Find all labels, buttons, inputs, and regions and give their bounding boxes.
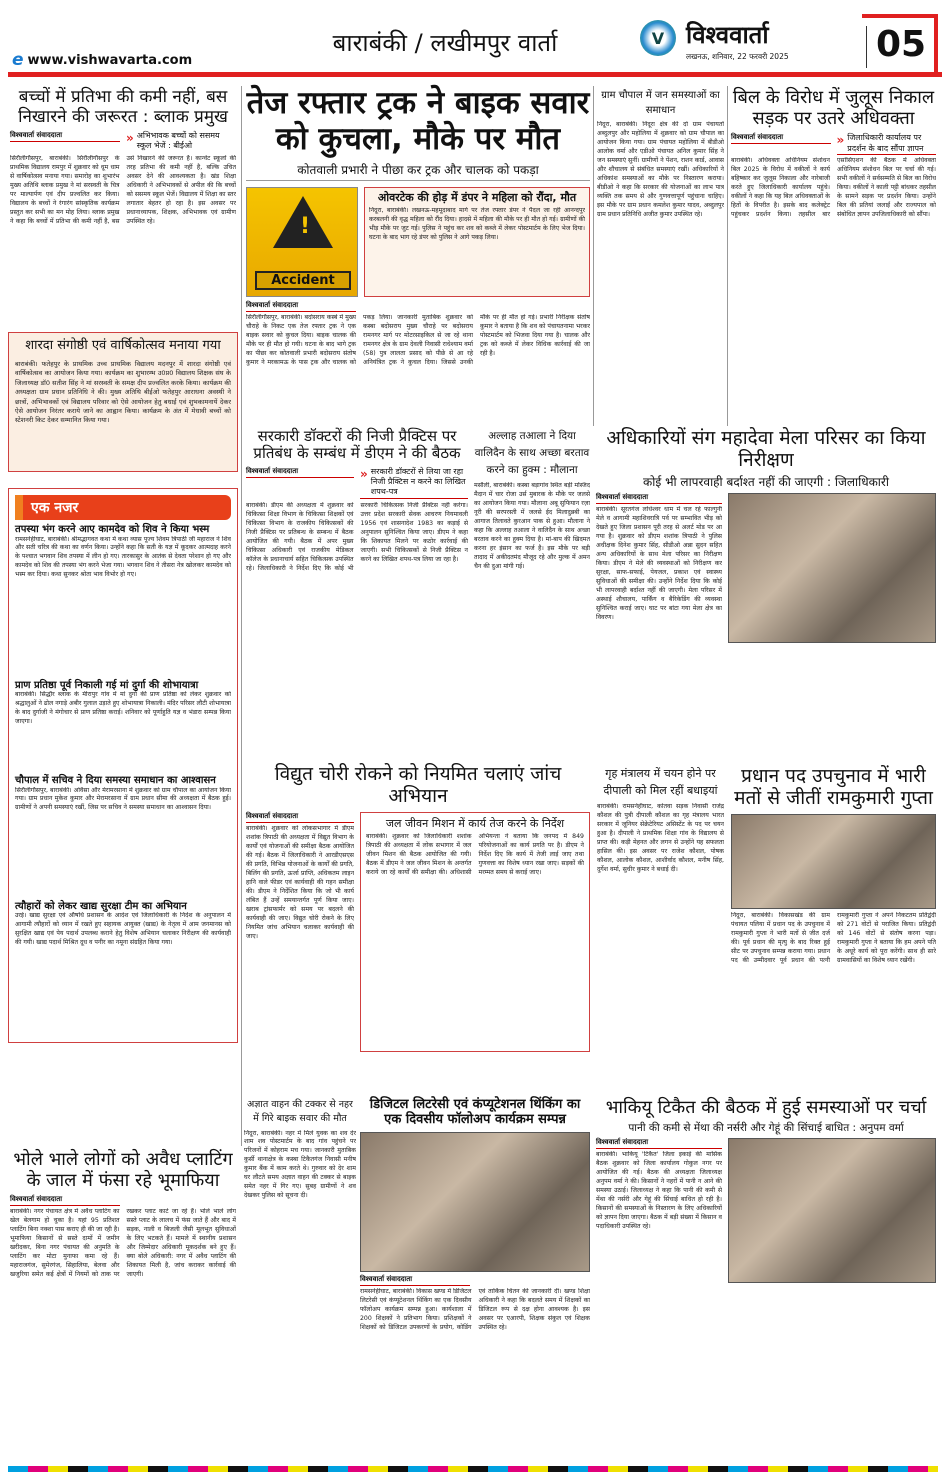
headline: भाकियू टिकैत की बैठक में हुई समस्याओं पर चर्चा: [605, 1097, 927, 1118]
byline: विश्ववार्ता संवाददाता: [246, 467, 354, 478]
header-rule: [8, 72, 942, 77]
ek-nazar-items: [15, 524, 231, 982]
headline: प्रधान पद उपचुनाव में भारी मतों से जीतीं रामकुमारी गुप्ता: [734, 765, 933, 809]
headline: सरकारी डॉक्टरों की निजी प्रैक्टिस पर प्रतिबंध के सम्बंध में डीएम ने की बैठक: [253, 427, 461, 463]
headline: डिजिटल लिटरेसी एवं कंप्यूटेशनल थिंकिंग का एक दिवसीय फॉलोअप कार्यक्रम सम्पन्न: [369, 1097, 581, 1127]
kicker: कोतवाली प्रभारी ने पीछा कर ट्रक और चालक को पकड़ा: [246, 161, 590, 181]
article-body: बाराबंकी। डीएम की अध्यक्षता में शुक्रवार को चिकित्सा शिक्षा विभाग के चिकित्सा शिक्षकों एवं चिकित्सा विभाग के राजकीय चिकित्सकों की निजी प्रैक्टिस पर प्रतिबन्ध के सम्बन्ध में बैठक आयोजित की गयी। बैठक में अपर मुख्य चिकित्सा अधिकारी एवं राजकीय मेडिकल कॉलेज के प्रधानाचार्य सहित चिकित्सक उपस्थित रहे। जिलाधिकारी ने निर्देश दिए कि कोई भी सरकारी चिकित्सक निजी प्रैक्टिस नहीं करेगा। उत्तर प्रदेश सरकारी सेवक आचरण नियमावली 1956 एवं शासनादेश 1983 का कड़ाई से अनुपालन सुनिश्चित किया जाए। डीएम ने कहा कि शिकायत मिलने पर कठोर कार्रवाई की जाएगी। सभी चिकित्सकों से निजी प्रैक्टिस न करने का लिखित शपथ-पत्र लिया जा रहा है।: [246, 501, 468, 572]
headline: अधिकारियों संग महादेवा मेला परिसर का किया निरीक्षण: [606, 427, 926, 471]
article-digital-literacy: [360, 1098, 590, 1465]
headline: शारदा संगोष्ठी एवं वार्षिकोत्सव मनाया गया: [25, 338, 221, 353]
article-body: निंदूरा, बाराबंकी। विकासखंड की ग्राम पंचायत पलिया में प्रधान पद के उपचुनाव में रामकुमारी गुप्ता ने भारी मतों से जीत दर्ज की। पूर्व प्रधान की मृत्यु के बाद रिक्त हुई सीट पर उपचुनाव सम्पन्न कराया गया। प्रधान पद की उम्मीदवार पूर्व प्रधान की पत्नी रामकुमारी गुप्ता ने अपने निकटतम प्रतिद्वंदी को 271 वोटों से पराजित किया। प्रतिद्वंदी को 146 वोटों से संतोष करना पड़ा। रामकुमारी गुप्ता ने बताया कि हम अपने पति के अधूरे कार्य को पूरा करेंगी। साथ ही सारे ग्रामवासियों का विशेष ध्यान रखेंगी।: [731, 911, 936, 964]
article-body: सिरौलीगौसपुर, बाराबंकी। बदोसराय कस्बे में मुख्य चौराहे के निकट एक तेज रफ्तार ट्रक ने एक बाइक सवार को कुचल दिया। बाइक चालक की मौके पर ही मौत हो गयी। घटना के बाद भागे ट्रक का पीछा कर कोतवाली प्रभारी बदोसराय संतोष कुमार ने मरकामऊ के पास ट्रक और चालक को पकड़ लिया। जानकारी मुताबिक शुक्रवार को कस्बा बदोसराय मुख्य चौराहे पर बदोसराय रामनगर मार्ग पर मोटरसाइकिल से जा रहे थाना रामनगर क्षेत्र के ग्राम देवली निवासी राधेश्याम वर्मा (58) पुत्र लालता प्रसाद को पीछे से आ रहे अनियंत्रित ट्रक ने कुचल दिया। जिससे उनकी मौके पर ही मौत हो गई। प्रभारी निरीक्षक संतोष कुमार ने बताया है कि शव को पंचायतनामा भरकर पोस्टमार्टम को भिजवा दिया गया है। चालक और ट्रक को कब्जे में लेकर विधिक कार्रवाई की जा रही है।: [246, 314, 590, 367]
article-truck-accident: [246, 86, 590, 431]
byline: विश्ववार्ता संवाददाता: [596, 1138, 722, 1149]
byline: विश्ववार्ता संवाददाता: [596, 493, 722, 504]
workshop-photo: [360, 1132, 590, 1272]
headline: बिल के विरोध में जुलूस निकाल सड़क पर उतरे अधिवक्ता: [732, 87, 935, 129]
article-body: निंदूरा, बाराबंकी। निंदूरा क्षेत्र की दो ग्राम पंचायतों अब्दुलपुर और महोलिया में शुक्रवार को ग्राम चौपाल का आयोजन किया गया। ग्राम पंचायत महोलिया में बीडीओ आलोक वर्मा और एडीओ पंचायत अनिल कुमार सिंह ने जन समस्याएं सुनीं। ग्रामीणों ने पेंशन, राशन कार्ड, आवास और शौचालय से संबंधित समस्याएं रखीं। अधिकारियों ने अधिकांश समस्याओं का मौके पर निस्तारण कराया। बीडीओ ने कहा कि सरकार की योजनाओं का लाभ पात्र व्यक्ति तक समय से और गुणवत्तापूर्ण पहुंचाना चाहिए। इस मौके पर ग्राम प्रधान कमलेश कुमार यादव, अब्दुलपुर ग्राम प्रधान प्रतिनिधि अजीत कुमार उपस्थित रहे।: [597, 121, 724, 218]
byline: विश्ववार्ता संवाददाता: [246, 301, 356, 312]
brief-item: तपस्या भंग करने आए कामदेव को शिव ने किया भस्म रामसनेहीघाट, बाराबंकी। श्रीमद्भागवत कथा में कथा व्यास पूज्य शिवम त्रिपाठी जी महाराज ने शिव और सती चरित्र की कथा का वर्णन किया। उन्होंने कहा कि सती के यज्ञ में कूदकर आत्मदाह करने के पश्चात भगवान शिव तपस्या में लीन हो गए। तारकासुर के आतंक से देवता परेशान हो गए और कामदेव को शिव की तपस्या भंग करने भेजा गया। भगवान शिव ने तीसरा नेत्र खोलकर कामदेव को भस्म कर दिया। कथा सुनकर श्रोता भाव विभोर हो गए।: [15, 524, 231, 579]
byline: विश्ववार्ता संवाददाता: [360, 1275, 470, 1286]
accident-sign-image: ! Accident: [246, 187, 358, 297]
article-gram-chaupal: [597, 88, 724, 328]
page-number-box: [862, 14, 938, 74]
byline: विश्ववार्ता संवाददाता: [246, 812, 354, 823]
article-deepali: [597, 766, 724, 1044]
winner-photo: [731, 814, 936, 909]
article-body: बाराबंकी। फतेहपुर के प्राथमिक उच्च प्राथमिक विद्यालय मदनपुर में शारदा संगोष्ठी एवं वार्षिकोत्सव का आयोजन किया गया। कार्यक्रम का शुभारम्भ उ0प्र0 विद्यालय शिक्षक संघ के जिलाध्यक्ष डॉ0 सतीश सिंह ने मां सरस्वती के समक्ष दीप प्रज्वलित करके किया। कार्यक्रम की अध्यक्षता ग्राम प्रधान प्रतिनिधि ने की। मुख्य अतिथि बीईओ फतेहपुर आराधना अवस्थी ने छात्रों, अभिभावकों एवं विद्यालय परिवार को ऐसे आयोजन हेतु बधाई एवं शुभकामनायें देकर ऐसे आयोजन निरंतर कराये जाने का आह्वान किया। कार्यक्रम के अंत में मेधावी बच्चों को स्टेशनरी किट देकर सम्मानित किया गया।: [15, 359, 231, 425]
browser-e-icon: e: [12, 50, 24, 70]
brief-item: चौपाल में सचिव ने दिया समस्या समाधान का आश्वासन सिरौलीगौसपुर, बाराबंकी। ओवैसा और मेरामरसाना में शुक्रवार को ग्राम चौपाल का आयोजन किया गया। ग्राम प्रधान मुकेश कुमार और मेरामरसाना में ग्राम प्रधान सीमा की अध्यक्षता में बैठक हुई। ग्रामीणों ने अपनी समस्याएं रखीं, जिस पर सचिव ने समस्या समाधान का आश्वासन दिया।: [15, 775, 231, 812]
headline: अल्लाह तआला ने दिया वालिदैन के साथ अच्छा बरताव करने का हुक्म : मौलाना: [474, 430, 590, 476]
headline: तेज रफ्तार ट्रक ने बाइक सवार को कुचला, मौके पर मौत: [246, 85, 590, 157]
subhead: पानी की कमी से मेंथा की नर्सरी और गेहूं की सिंचाई बाधित : अनुपम वर्मा: [628, 1121, 904, 1134]
headline: ग्राम चौपाल में जन समस्याओं का समाधान: [601, 90, 720, 116]
article-body: बाराबंकी। सूरतगंज लोधेश्वर धाम में चल रहे फाल्गुनी मेले व आगामी महाशिवरात्रि पर्व पर सम्भावित भीड़ को देखते हुए जिला प्रशासन पूरी तरह से अलर्ट मोड पर आ गया है। शुक्रवार को डीएम शशांक त्रिपाठी ने पुलिस अधीक्षक दिनेश कुमार सिंह, सीडीओ अन्ना सुदन सहित अन्य अधिकारियों के साथ मेला परिसर का निरीक्षण किया। डीएम ने मेले की व्यवस्थाओं को निरीक्षण कर सुरक्षा, साफ-सफाई, पेयजल, प्रकाश एवं स्वास्थ्य सुविधाओं की समीक्षा की। उन्होंने निर्देश दिया कि कोई भी लापरवाही बर्दाश्त नहीं की जाएगी। मेला परिसर में अस्थाई शौचालय, पार्किंग व बैरिकेडिंग की व्यवस्था सुनिश्चित कराई जाए। घाट पर बांटा गया मेला क्षेत्र का विवरण।: [596, 506, 722, 622]
article-body: मसौली, बाराबंकी। कस्बा बड़ागांव स्थित बड़ी मस्जिद मैदान में चार रोजा उर्स मुबारक के मौके पर जलसे का आयोजन किया गया। मौलाना अबू सुफियान रज़ा नूरी की सरपरस्ती में जलसे ईद मिलादुन्नबी का आगाज तिलावते कुरआन पाक से हुआ। मौलाना ने कहा कि अल्लाह तआला ने वालिदैन के साथ अच्छा बरताव करने का हुक्म दिया है। मां-बाप की खिदमत करना हर इंसान का फर्ज है। इस मौके पर बड़ी तादाद में अकीदतमंद मौजूद रहे और मुल्क में अमन चैन की दुआ मांगी गई।: [474, 482, 590, 571]
article-power-theft: [246, 764, 590, 1044]
ek-nazar-box: [8, 488, 238, 1043]
kicker: » जिलाधिकारी कार्यालय पर प्रदर्शन के बाद सौंपा ज्ञापन: [837, 133, 937, 155]
headline: गृह मंत्रालय में चयन होने पर दीपाली को मिल रहीं बधाइयां: [603, 767, 718, 797]
article-sharda-box: [8, 332, 238, 472]
article-body: निंदूरा, बाराबंकी। नहर में मिले युवक का शव देर शाम शव पोस्टमार्टम के बाद गांव पहुंचने पर परिजनों में कोहराम मच गया। जानकारी मुताबिक कुर्सी थानाक्षेत्र के कस्बा टिकैतगंज निवासी मनीष कुमार बैंक में काम करते थे। गुरुवार को देर शाम घर लौटते समय अज्ञात वाहन की टक्कर से बाइक समेत नहर में गिर गए। सुबह ग्रामीणों ने शव देखकर पुलिस को सूचना दी।: [244, 1129, 356, 1200]
section-title: बाराबंकी / लखीमपुर वार्ता: [332, 29, 558, 57]
subhead: कोई भी लापरवाही बर्दाश्त नहीं की जाएगी : जिलाधिकारी: [643, 474, 889, 489]
headline: बच्चों में प्रतिभा की कमी नहीं, बस निखारने की जरूरत : ब्लाक प्रमुख: [18, 87, 228, 127]
article-advocates-protest: [731, 88, 936, 328]
article-body: बाराबंकी। भाकियू 'टिकैत' जिला इकाई की मासिक बैठक शुक्रवार को जिला कार्यालय गोकुल नगर पर आयोजित की गई। बैठक की अध्यक्षता जिलाध्यक्ष अनुपम वर्मा ने की। किसानों ने नहरों में पानी न आने की समस्या उठाई। जिलाध्यक्ष ने कहा कि पानी की कमी से मेंथा की नर्सरी और गेहूं की सिंचाई बाधित हो रही है। किसानों की समस्याओं के निस्तारण के लिए अधिकारियों को ज्ञापन दिया जाएगा। बैठक में बड़ी संख्या में किसान व पदाधिकारी उपस्थित रहे।: [596, 1150, 722, 1230]
article-body: बाराबंकी। शुक्रवार को लोकसभागार में डीएम शशांक त्रिपाठी की अध्यक्षता में विद्युत विभाग के कार्यों एवं योजनाओं की समीक्षा बैठक आयोजित की गई। बैठक में जिलाधिकारी ने आरडीएसएस की प्रगति, विभिन्न योजनाओं के कार्यों की प्रगति, बिलिंग की प्रगति, ऊर्जा प्राप्ति, अधिकतम लाइन हानि वाले फीडर एवं कार्यवाही की गहन समीक्षा की। डीएम ने निर्देशित किया कि जो भी कार्य लंबित हैं उन्हें समयान्तर्गत पूर्ण किया जाए। खराब ट्रांसफार्मर को समय पर बदलने की कार्यवाही की जाए। विद्युत चोरी रोकने के लिए नियमित जांच अभियान चलाकर कार्यवाही की जाए।: [246, 824, 354, 940]
website-link[interactable]: e www.vishwavarta.com: [12, 50, 193, 70]
article-maulana: [474, 428, 590, 760]
brief-item: त्यौहारों को लेकर खाद्य सुरक्षा टीम का अभियान उरई। खाद्य सुरक्षा एवं औषधि प्रशासन के आदेश एवं जिलाधिकारी के निर्देश के अनुपालन में आगामी त्यौहारों को ध्यान में रखते हुए सहायक आयुक्त (खाद्य) के नेतृत्व में आम जनमानस को सुरक्षित खाद्य एवं पेय पदार्थ उपलब्ध कराने हेतु विशेष अभियान चलाकर निरीक्षण की कार्यवाही की गयी। खाद्य पदार्थ मिश्रित दूध व पनीर का नमूना संग्रहित किया गया।: [15, 900, 231, 946]
dateline: लखनऊ, शनिवार, 22 फरवरी 2025: [686, 52, 789, 61]
headline: विद्युत चोरी रोकने को नियमित चलाएं जांच अभियान: [274, 763, 562, 807]
ek-nazar-label: एक नजर: [15, 495, 231, 520]
farmers-meeting-photo: [728, 1138, 936, 1283]
article-pradhan-election: [731, 766, 936, 1044]
byline: विश्ववार्ता संवाददाता: [731, 133, 831, 144]
article-bkU-meeting: [596, 1098, 936, 1465]
headline: अज्ञात वाहन की टक्कर से नहर में गिरे बाइक सवार की मौत: [247, 1099, 353, 1125]
article-body: बाराबंकी। नगर पंचायत क्षेत्र में अवैध प्लाटिंग का खेल बेलगाम हो चुका है। यहां 95 प्रतिशत प्लाटिंग बिना नक्शा पास कराए ही की जा रही है। भूमाफिया किसानों से सस्ते दामों में जमीन खरीदकर, बिना नगर पंचायत की अनुमति के प्लाटिंग कर मोटा मुनाफा कमा रहे हैं। महाराजगंज, सुमेरगंज, सिहालिया, बेलवा और खजुरिया समेत कई क्षेत्रों में नियमों को ताक पर रखकर प्लाट काटे जा रहे हैं। भोले भाले लोग सस्ते प्लाट के लालच में फंस जाते हैं और बाद में सड़क, नाली व बिजली जैसी मूलभूत सुविधाओं के लिए भटकते हैं। मामले में स्थानीय प्रशासन और जिम्मेदार अधिकारी मूकदर्शक बने हुए हैं। क्या बोले अधिकारी: नगर में अवैध प्लाटिंग की शिकायत मिली है, जांच कराकर कार्रवाई की जाएगी।: [10, 1208, 236, 1279]
kicker: » अभिभावक बच्चों को ससमय स्कूल भेजें : बीईओ: [126, 131, 220, 151]
article-talent: [10, 88, 236, 328]
article-body: रामसनेहीघाट, बाराबंकी। विकास खण्ड में डिजिटल लिटरेसी एवं कंप्यूटेशनल थिंकिंग का एक दिवसीय फॉलोअप कार्यक्रम सम्पन्न हुआ। कार्यशाला में 200 शिक्षकों ने प्रतिभाग किया। प्रशिक्षकों ने शिक्षकों को डिजिटल उपकरणों के प्रयोग, कोडिंग एवं तार्किक चिंतन की जानकारी दी। खण्ड शिक्षा अधिकारी ने कहा कि बदलते समय में शिक्षकों का डिजिटल रूप से दक्ष होना आवश्यक है। इस अवसर पर एआरपी, शिक्षक संकुल एवं शिक्षक उपस्थित रहे।: [360, 1287, 590, 1331]
byline: विश्ववार्ता संवाददाता: [10, 131, 120, 142]
article-body: बाराबंकी। अधिवक्ता अधिनियम संशोधन बिल 2025 के विरोध में वकीलों ने कार्य बहिष्कार कर जुलूस निकाला और नारेबाजी करते हुए जिलाधिकारी कार्यालय पहुंचे। वकीलों ने कहा कि यह बिल अधिवक्ताओं के हितों के विपरीत है। इसके बाद कलेक्ट्रेट पहुंचकर प्रदर्शन किया। तहसील बार एसोसिएशन की बैठक में अधिवक्ता अधिनियम संशोधन बिल पर चर्चा की गई। सभी वकीलों ने सर्वसम्मति से बिल का विरोध किया। वकीलों ने काली पट्टी बांधकर तहसील के सामने सड़क पर प्रदर्शन किया। उन्होंने बिल की प्रतियां जलाईं और राज्यपाल को संबोधित ज्ञापन उपजिलाधिकारी को सौंपा।: [731, 157, 936, 219]
article-doctors-practice: [246, 428, 468, 760]
brand-name: विश्ववार्ता: [686, 21, 769, 49]
brand-logo: V: [640, 20, 676, 56]
jal-jeevan-box: जल जीवन मिशन में कार्य तेज करने के निर्देश बाराबंकी। शुक्रवार को जिलाधिकारी शशांक त्रिपाठी की अध्यक्षता में लोक सभागार में जल जीवन मिशन की बैठक आयोजित की गयी। बैठक में डीएम ने जल जीवन मिशन के अन्तर्गत कराये जा रहे कार्यों की समीक्षा की। अधिशासी अभियन्ता ने बताया कि जनपद में 849 परियोजनाओं का कार्य प्रगति पर है। डीएम ने निर्देश दिए कि कार्य में तेजी लाई जाए तथा गुणवत्ता का विशेष ध्यान रखा जाए। सड़कों की मरम्मत समय से कराई जाए।: [360, 812, 590, 1052]
article-illegal-plotting: [10, 1150, 236, 1465]
officials-inspection-photo: [728, 493, 936, 643]
print-color-bar: [8, 1466, 938, 1472]
page-number: 05: [876, 24, 927, 65]
article-mahadeva-fair: [596, 428, 936, 762]
article-canal-bike: [244, 1098, 356, 1465]
kicker: » सरकारी डॉक्टरों से लिया जा रहा निजी प्रैक्टिस न करने का लिखित शपथ-पत्र: [360, 467, 468, 499]
headline: भोले भाले लोगों को अवैध प्लाटिंग के जाल में फंसा रहे भूमाफिया: [13, 1149, 233, 1191]
brief-item: प्राण प्रतिष्ठा पूर्व निकाली गई मां दुर्गा की शोभायात्रा बाराबंकी। सिद्धौर ब्लाक के मीरापुर गांव में मां दुर्गा की प्राण प्रतिष्ठा को लेकर शुक्रवार को श्रद्धालुओं ने ढोल नगाड़े अबीर गुलाल उड़ाते हुए शोभायात्रा निकाली। मंदिर परिसर लौटी शोभायात्रा के बाद दुर्गाजी ने मंगोचार से प्राण प्रतिष्ठा कराई। शनिवार को पूर्णाहुति यज्ञ व भंडारा सम्पन्न किया जाएगा।: [15, 679, 231, 725]
byline: विश्ववार्ता संवाददाता: [10, 1195, 120, 1206]
article-body: सिरौलीगौसपुर, बाराबंकी। सिरौलीगौसपुर के प्राथमिक विद्यालय रामपुर में शुक्रवार को धूम धाम से वार्षिकोत्सव मनाया गया। समारोह का शुभारंभ मुख्य अतिथि ब्लाक प्रमुख ने मां सरस्वती के चित्र पर माल्यार्पण एवं दीप प्रज्वलित कर किया। विद्यालय के बच्चों ने रंगारंग सांस्कृतिक कार्यक्रम प्रस्तुत कर सभी का मन मोह लिया। ब्लाक प्रमुख ने कहा कि बच्चों में प्रतिभा की कमी नहीं है, बस उसे निखारने की जरूरत है। कान्वेंट स्कूलों की तरह प्रतिभा की कमी नहीं है, बल्कि उचित अवसर देने की आवश्यकता है। खंड शिक्षा अधिकारी ने अभिभावकों से अपील की कि बच्चों को ससमय स्कूल भेजें। विद्यालय में शिक्षा का स्तर लगातार बेहतर हो रहा है। इस अवसर पर प्रधानाध्यापक, शिक्षक, अभिभावक एवं ग्रामीण उपस्थित रहे।: [10, 154, 236, 225]
article-body: बाराबंकी। रामसनेहीघाट, कोतवा सड़क निवासी राजेंद्र कौशल की पुत्री दीपाली कौशल का गृह मंत्रालय भारत सरकार में जूनियर सेक्रेटेरियट असिस्टेंट के पद पर चयन हुआ है। दीपाली ने प्राथमिक शिक्षा गांव के विद्यालय से प्राप्त की। कड़ी मेहनत और लगन से उन्होंने यह सफलता हासिल की। इस अवसर पर राजेश कौशल, पोषक कौशल, आलोक कौशल, आशीर्वाद कौशल, मनीष सिंह, दुर्गेश वर्मा, सुधीर कुमार ने बधाई दी।: [597, 803, 724, 873]
dumper-accident-box: ओवरटेक की होड़ में डंपर ने महिला को रौंदा, मौत निंदूरा, बाराबंकी। लखनऊ-महमूदाबाद मार्ग पर तेज रफ्तार डंपर ने पैदल जा रही आनन्दपुर करबलनी की वृद्ध महिला को रौंद दिया। हादसे में महिला की मौके पर ही मौत हो गई। ग्रामीणों की भीड़ मौके पर जुट गई। पुलिस ने पहुंच कर शव को कब्जे में लेकर पोस्टमार्टम के लिए भेज दिया। घटना के बाद भाग रहे डंपर को पुलिस ने आगे पकड़ लिया।: [364, 187, 590, 297]
